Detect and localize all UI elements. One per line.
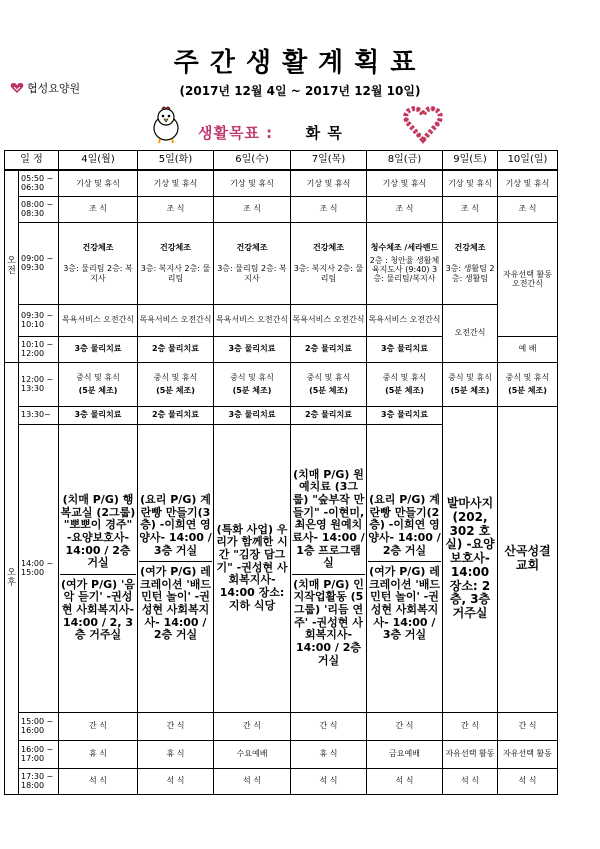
cell: 금요예배	[367, 740, 443, 768]
table-row	[5, 170, 558, 196]
cell: 자유선택 활동	[498, 740, 558, 768]
cell: (치매 P/G) 원예치료 (3그룹) "숲부작 만들기" -이현미, 최은영 원예치료사- 14:00 / 1층 프로그램실 (치매 P/G) 인지작업활동 (5그룹) '리듬 연주' -권성현 사회복지사- 14:00 / 2층 거실	[291, 424, 367, 712]
time-cell: 13:30~	[19, 406, 59, 424]
cell: 목욕서비스 오전간식	[138, 304, 214, 336]
cell: 기상 및 휴식	[138, 170, 214, 196]
cell: 석 식	[443, 768, 498, 794]
cell: 예 배	[498, 336, 558, 362]
cell: (요리 P/G) 계란빵 만들기(2층) -이희연 영양사- 14:00 / 2층 거실 (여가 P/G) 레크레이션 '배드민턴 놀이' -권성현 사회복지사- 14:00 / 3층 거실	[367, 424, 443, 712]
time-cell: 15:00 ~ 16:00	[19, 712, 59, 740]
org-name: 협성요양원	[27, 82, 81, 95]
cell: 조 식	[138, 196, 214, 222]
cell: 기상 및 휴식	[59, 170, 138, 196]
cell: 3층 물리치료	[59, 336, 138, 362]
cell: 조 식	[291, 196, 367, 222]
cell: 간 식	[138, 712, 214, 740]
time-cell: 08:00 ~ 08:30	[19, 196, 59, 222]
table-row	[5, 712, 558, 740]
cell: 조 식	[59, 196, 138, 222]
cell: 중식 및 휴식 (5분 체조)	[214, 362, 291, 406]
day-header: 5일(화)	[138, 151, 214, 171]
cell: 2층 물리치료	[138, 336, 214, 362]
cell: 3층 물리치료	[59, 406, 138, 424]
cell: 3층 물리치료	[367, 406, 443, 424]
table-row	[5, 222, 558, 304]
cell: 석 식	[214, 768, 291, 794]
date-range: (2017년 12월 4일 ~ 2017년 12월 10일)	[179, 84, 421, 98]
time-cell: 05:50 ~ 06:30	[19, 170, 59, 196]
cell: 건강체조 3층: 물리팀 2층: 복지사	[214, 222, 291, 304]
cell: 2층 물리치료	[138, 406, 214, 424]
cell: (치매 P/G) 행복교실 (2그룹) "뽀뽀이 경주" -요양보호사- 14:00 / 2층 거실 (여가 P/G) '음악 듣기' -권성현 사회복지사- 14:00 / 2, 3층 거주실	[59, 424, 138, 712]
cell: 석 식	[138, 768, 214, 794]
cell: 조 식	[214, 196, 291, 222]
goal-label: 생활목표 :	[198, 124, 274, 142]
schedule-header: 일 정	[5, 151, 59, 171]
cell: 수요예배	[214, 740, 291, 768]
life-goal	[198, 122, 343, 143]
time-cell: 14:00 ~ 15:00	[19, 424, 59, 712]
cell: 목욕서비스 오전간식	[291, 304, 367, 336]
cell: 중식 및 휴식 (5분 체조)	[443, 362, 498, 406]
cell: 간 식	[214, 712, 291, 740]
day-header: 8일(금)	[367, 151, 443, 171]
cell: 3층 물리치료	[367, 336, 443, 362]
table-row	[5, 740, 558, 768]
cell: (특화 사업) 우리가 함께한 시간 "김장 담그기" -권성현 사회복지사- 14:00 장소: 지하 식당	[214, 424, 291, 712]
cell: 기상 및 휴식	[214, 170, 291, 196]
cell: 발마사지 (202, 302 호실) -요양보호사- 14:00 장소: 2층, 3층 거주실	[443, 406, 498, 712]
cell: 중식 및 휴식 (5분 체조)	[291, 362, 367, 406]
cell: 조 식	[443, 196, 498, 222]
table-row	[5, 304, 558, 336]
cell: 휴 식	[59, 740, 138, 768]
cell: 목욕서비스 오전간식	[367, 304, 443, 336]
day-header: 7일(목)	[291, 151, 367, 171]
cell: 석 식	[367, 768, 443, 794]
cell: 간 식	[59, 712, 138, 740]
cell: 2층 물리치료	[291, 336, 367, 362]
cell: 2층 물리치료	[291, 406, 367, 424]
cell: 간 식	[443, 712, 498, 740]
cell: 휴 식	[291, 740, 367, 768]
goal-value: 화 목	[305, 124, 343, 142]
table-row	[5, 768, 558, 794]
table-row	[5, 362, 558, 406]
table-row	[5, 406, 558, 424]
cell: 건강체조 3층: 복지사 2층: 물리팀	[291, 222, 367, 304]
cell: 중식 및 휴식 (5분 체조)	[138, 362, 214, 406]
time-cell: 09:00 ~ 09:30	[19, 222, 59, 304]
cell: 중식 및 휴식 (5분 체조)	[367, 362, 443, 406]
cell: 자유선택 활동 오전간식	[498, 222, 558, 336]
cell: 3층 물리치료	[214, 336, 291, 362]
day-header: 6일(수)	[214, 151, 291, 171]
cell: 건강체조 3층: 복지사 2층: 물리팀	[138, 222, 214, 304]
time-cell: 10:10 ~ 12:00	[19, 336, 59, 362]
day-header: 10일(일)	[498, 151, 558, 171]
cell: 간 식	[498, 712, 558, 740]
schedule-table	[4, 150, 558, 795]
cell: 휴 식	[138, 740, 214, 768]
time-cell: 16:00 ~ 17:00	[19, 740, 59, 768]
cell: 3층 물리치료	[214, 406, 291, 424]
header-row	[5, 151, 558, 171]
cell: 목욕서비스 오전간식	[214, 304, 291, 336]
cell: 목욕서비스 오전간식	[59, 304, 138, 336]
page-title: 주간생활계획표	[173, 48, 427, 78]
cell: 간 식	[291, 712, 367, 740]
chick-icon	[146, 104, 186, 144]
time-cell: 09:30 ~ 10:10	[19, 304, 59, 336]
cell: 기상 및 휴식	[367, 170, 443, 196]
day-header: 9일(토)	[443, 151, 498, 171]
cell: 간 식	[367, 712, 443, 740]
cell: 기상 및 휴식	[443, 170, 498, 196]
cell: 석 식	[59, 768, 138, 794]
time-cell: 12:00 ~ 13:30	[19, 362, 59, 406]
cell: 중식 및 휴식 (5분 체조)	[498, 362, 558, 406]
cell: 석 식	[498, 768, 558, 794]
cell: 중식 및 휴식 (5분 체조)	[59, 362, 138, 406]
cell: 기상 및 휴식	[291, 170, 367, 196]
cell: (요리 P/G) 계란빵 만들기(3층) -이희연 영양사- 14:00 / 3층 거실 (여가 P/G) 레크레이션 '배드민턴 놀이' -권성현 사회복지사- 14:00 / 2층 거실	[138, 424, 214, 712]
cell: 기상 및 휴식	[498, 170, 558, 196]
flower-heart-icon	[402, 104, 444, 144]
cell: 자유선택 활동	[443, 740, 498, 768]
period-pm: 오 후	[5, 362, 19, 794]
period-am: 오 전	[5, 170, 19, 362]
cell: 조 식	[498, 196, 558, 222]
table-row	[5, 196, 558, 222]
day-header: 4일(월)	[59, 151, 138, 171]
cell: 건강체조 3층: 생활팀 2층: 생활팀	[443, 222, 498, 304]
cell: 청수체조 /세라밴드 2층 : 청안율 생활체육지도사 (9:40) 3층: 물리팀/복지사	[367, 222, 443, 304]
cell: 조 식	[367, 196, 443, 222]
cell: 석 식	[291, 768, 367, 794]
time-cell: 17:30 ~ 18:00	[19, 768, 59, 794]
cell: 오전간식	[443, 304, 498, 362]
cell: 산곡성결 교회	[498, 406, 558, 712]
cell: 건강체조 3층: 물리팀 2층: 복지사	[59, 222, 138, 304]
